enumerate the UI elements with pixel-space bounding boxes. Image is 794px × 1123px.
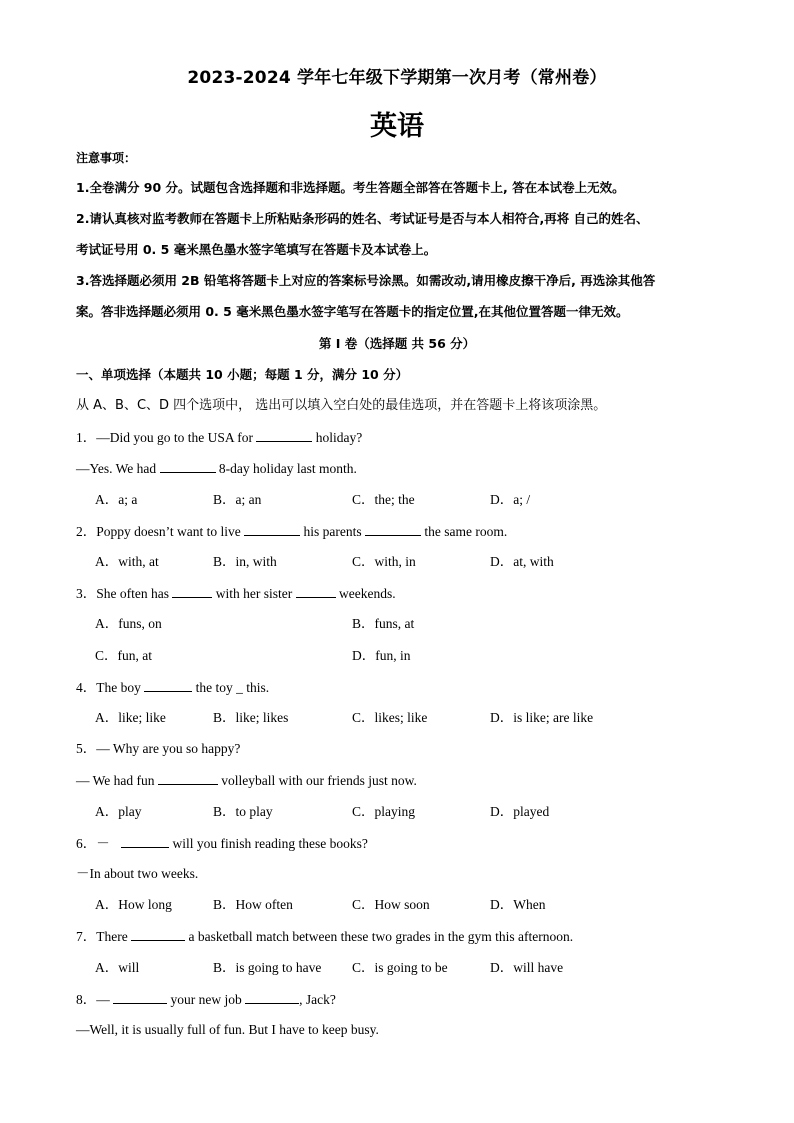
question-5-text-b: volleyball with our friends just now.	[221, 773, 417, 788]
answer-blank	[131, 928, 185, 941]
question-7-option-b: B．is going to have	[213, 960, 322, 975]
answer-blank	[113, 991, 167, 1004]
question-5-line-2	[76, 772, 417, 789]
question-3-option-b: B．funs, at	[352, 616, 415, 631]
notice-item-1: 1.全卷满分 90 分。试题包含选择题和非选择题。考生答题全部答在答题卡上, 答在本试卷上无效。	[76, 180, 625, 195]
question-2-option-c: C．with, in	[352, 554, 416, 569]
question-1-text-a: 1．—Did you go to the USA for	[76, 430, 253, 445]
question-2-text-b: his parents	[303, 524, 362, 539]
question-5-line-1: 5．— Why are you so happy?	[76, 741, 241, 756]
question-8-text-b: your new job	[170, 992, 242, 1007]
section-instruction: 从 A、B、C、D 四个选项中， 选出可以填入空白处的最佳选项，并在答题卡上将该项涂黑。	[76, 398, 607, 413]
question-1-option-a: A．a; a	[95, 492, 138, 507]
question-4-option-c: C．likes; like	[352, 710, 428, 725]
notice-item-3-line-1: 3.答选择题必须用 2B 铅笔将答题卡上对应的答案标号涂黑。如需改动,请用橡皮擦干净后, 再选涂其他答	[76, 273, 656, 288]
question-2-option-b: B．in, with	[213, 554, 277, 569]
question-6-line-2: －In about two weeks.	[76, 866, 199, 881]
question-3-text-a: 3．She often has	[76, 586, 169, 601]
answer-blank	[160, 460, 216, 473]
question-4-line	[76, 679, 269, 696]
question-1-option-d: D．a; /	[490, 492, 531, 507]
question-3-option-c: C．fun, at	[95, 648, 152, 663]
subject-title: 英语	[370, 111, 424, 142]
question-5-option-a: A．play	[95, 804, 142, 819]
question-7-text-a: 7．There	[76, 929, 128, 944]
question-1-text-d: 8-day holiday last month.	[218, 461, 357, 476]
notice-item-2-line-1: 2.请认真核对监考教师在答题卡上所粘贴条形码的姓名、考试证号是否与本人相符合,再将 自己的姓名、	[76, 211, 649, 226]
question-6-text-b: will you finish reading these books?	[172, 836, 368, 851]
question-1-line-1	[76, 429, 362, 446]
exam-title: 2023-2024 学年七年级下学期第一次月考（常州卷）	[187, 68, 607, 88]
question-4-option-a: A．like; like	[95, 710, 166, 725]
question-6-line-1	[76, 835, 368, 852]
answer-blank	[296, 585, 336, 598]
question-1-line-2	[76, 460, 357, 477]
notice-label: 注意事项：	[76, 151, 137, 165]
question-4-text-b: the toy _ this.	[195, 680, 270, 695]
question-2-option-a: A．with, at	[95, 554, 159, 569]
question-8-text-a: 8．—	[76, 992, 110, 1007]
question-5-option-d: D．played	[490, 804, 550, 819]
question-1-text-b: holiday?	[315, 430, 363, 445]
question-8-line-2: —Well, it is usually full of fun. But I have to keep busy.	[76, 1022, 379, 1037]
answer-blank	[158, 772, 218, 785]
question-5-text-a: — We had fun	[76, 773, 155, 788]
question-3-line	[76, 585, 396, 602]
question-7-option-d: D．will have	[490, 960, 564, 975]
answer-blank	[172, 585, 212, 598]
section-heading: 一、单项选择（本题共 10 小题；每题 1 分，满分 10 分）	[76, 367, 409, 382]
question-7-option-a: A．will	[95, 960, 140, 975]
question-3-option-d: D．fun, in	[352, 648, 411, 663]
answer-blank	[256, 429, 312, 442]
question-2-text-c: the same room.	[424, 524, 508, 539]
question-4-text-a: 4．The boy	[76, 680, 141, 695]
question-5-option-c: C．playing	[352, 804, 415, 819]
question-8-line-1	[76, 991, 336, 1008]
notice-item-2-line-2: 考试证号用 0. 5 毫米黑色墨水签字笔填写在答题卡及本试卷上。	[76, 242, 437, 257]
question-3-option-a: A．funs, on	[95, 616, 162, 631]
question-3-text-b: with her sister	[215, 586, 293, 601]
volume-heading: 第 I 卷（选择题 共 56 分）	[318, 336, 476, 351]
question-2-text-a: 2．Poppy doesn’t want to live	[76, 524, 241, 539]
question-1-option-c: C．the; the	[352, 492, 415, 507]
question-2-line	[76, 523, 507, 540]
question-2-option-d: D．at, with	[490, 554, 554, 569]
question-8-text-c: , Jack?	[299, 992, 336, 1007]
question-6-option-c: C．How soon	[352, 897, 430, 912]
question-1-option-b: B．a; an	[213, 492, 262, 507]
question-7-option-c: C．is going to be	[352, 960, 448, 975]
question-7-line	[76, 928, 573, 945]
question-6-text-a: 6．－	[76, 836, 110, 851]
answer-blank	[144, 679, 192, 692]
question-6-option-b: B．How often	[213, 897, 293, 912]
question-3-text-c: weekends.	[338, 586, 396, 601]
question-5-option-b: B．to play	[213, 804, 273, 819]
answer-blank	[244, 523, 300, 536]
question-1-text-c: —Yes. We had	[76, 461, 157, 476]
notice-item-3-line-2: 案。答非选择题必须用 0. 5 毫米黑色墨水签字笔写在答题卡的指定位置,在其他位置答题一律无效。	[76, 304, 629, 319]
question-4-option-b: B．like; likes	[213, 710, 289, 725]
question-6-option-a: A．How long	[95, 897, 172, 912]
question-4-option-d: D．is like; are like	[490, 710, 594, 725]
question-6-option-d: D．When	[490, 897, 546, 912]
question-7-text-b: a basketball match between these two grades in the gym this afternoon.	[188, 929, 574, 944]
answer-blank	[121, 835, 169, 848]
answer-blank	[245, 991, 299, 1004]
answer-blank	[365, 523, 421, 536]
